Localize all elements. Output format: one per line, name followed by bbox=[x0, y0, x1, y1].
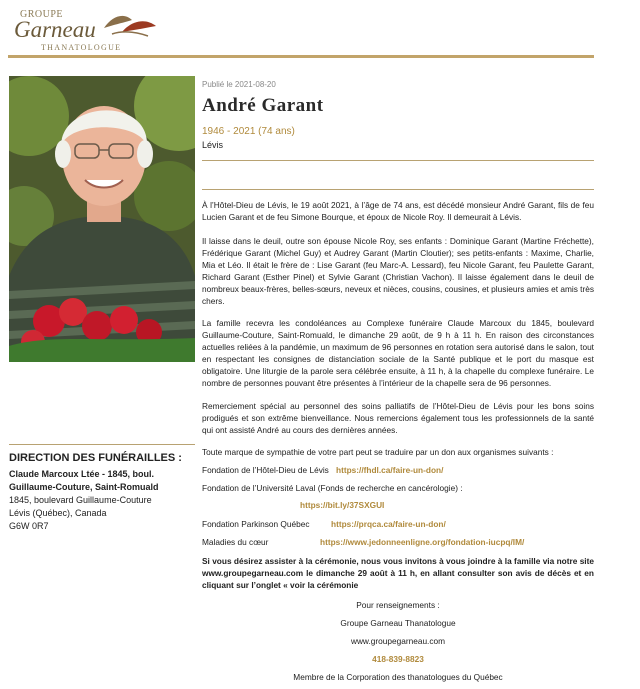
info-company: Groupe Garneau Thanatologue bbox=[340, 618, 456, 628]
funeral-home-city: Lévis (Québec), Canada bbox=[9, 508, 107, 518]
main-divider-top bbox=[202, 160, 594, 161]
logo-mark-icon bbox=[102, 10, 158, 40]
fund-link[interactable]: https://www.jedonneenligne.org/fondation-iucpq/IM/ bbox=[320, 537, 525, 547]
company-logo[interactable] bbox=[14, 6, 154, 50]
portrait-photo bbox=[9, 76, 195, 362]
fund-label: Fondation Parkinson Québec bbox=[202, 519, 310, 529]
funeral-home-name: Claude Marcoux Ltée - 1845, boul. Guillaume-Couture, Saint-Romuald bbox=[9, 469, 159, 492]
info-website[interactable]: www.groupegarneau.com bbox=[350, 636, 446, 646]
info-membership: Membre de la Corporation des thanatologues du Québec bbox=[293, 672, 503, 682]
published-date: Publié le 2021-08-20 bbox=[202, 80, 276, 89]
obituary-paragraph: Il laisse dans le deuil, outre son épouse Nicole Roy, ses enfants : Dominique Garant (Martine Fréchette), Frédérique Garant (Michel Guy) et Audrey Garant (Martin Cloutier); ses petits-enfants : Maxime, Charlie, Mia et Léo. Il était le frère de : Lise Garant (feu Marc-A. Lessard), feu Nicole Garant, feu Paulette Garant, Richard Garant (Esther Pinel) et Sylvie Garant (Christian Vachon). Il laisse également dans le deuil de nombreux beaux-frères, belles-sœurs, neveux et nièces, cousins, cousines, et plusieurs amies et amis très chers. bbox=[202, 236, 594, 306]
logo-name-text: Garneau bbox=[14, 17, 96, 42]
fund-link[interactable]: https://bit.ly/37SXGUI bbox=[300, 500, 385, 510]
main-divider-bottom bbox=[202, 189, 594, 190]
info-heading: Pour renseignements : bbox=[356, 600, 440, 610]
funeral-home-address: 1845, boulevard Guillaume-Couture bbox=[9, 495, 152, 505]
funeral-direction-title: DIRECTION DES FUNÉRAILLES : bbox=[9, 452, 182, 464]
logo-sub-text: THANATOLOGUE bbox=[41, 43, 122, 52]
info-phone[interactable]: 418-839-8823 bbox=[372, 654, 424, 664]
fund-label: Maladies du cœur bbox=[202, 537, 269, 547]
header-divider bbox=[8, 55, 594, 58]
fund-link[interactable]: https://prqca.ca/faire-un-don/ bbox=[331, 519, 446, 529]
fund-label: Fondation de l’Université Laval (Fonds de recherche en cancérologie) : bbox=[202, 483, 463, 493]
ceremony-note: Si vous désirez assister à la cérémonie, nous vous invitons à vous joindre à la famille via notre site www.groupegarneau.com le dimanche 29 août à 11 h, en allant consulter son avis de décès et en cliquant sur l’onglet « voir la cérémonie bbox=[202, 556, 594, 590]
sidebar-divider bbox=[9, 444, 195, 445]
obituary-paragraph: Toute marque de sympathie de votre part peut se traduire par un don aux organismes suivants : bbox=[202, 447, 554, 457]
life-years: 1946 - 2021 (74 ans) bbox=[202, 126, 295, 137]
obituary-paragraph: La famille recevra les condoléances au Complexe funéraire Claude Marcoux du 1845, boulevard Guillaume-Couture, Saint-Romuald, le dimanche 29 août, de 9 h à 11 h. En raison des circonstances actuelles reliées à la pandémie, un maximum de 96 personnes en rotation sera autorisé dans le salon, tout en respectant les consignes de distanciation sociale de la Santé publique et le port du masque est obligatoire. Une liturgie de la parole sera célébrée ensuite, à 11 h, à la chapelle du complexe funéraire. Le nombre de personnes pouvant être présentes à l’intérieur de la chapelle sera de 96 personnes. bbox=[202, 318, 594, 388]
residence-city: Lévis bbox=[202, 140, 224, 150]
obituary-paragraph: Remerciement spécial au personnel des soins palliatifs de l’Hôtel-Dieu de Lévis pour les bons soins prodigués et son extrême bienveillance. Nous remercions également tous les professionnels de la santé qui ont assisté André au cours des dernières années. bbox=[202, 401, 594, 435]
obituary-paragraph: À l’Hôtel-Dieu de Lévis, le 19 août 2021, à l’âge de 74 ans, est décédé monsieur André Garant, fils de feu Lucien Garant et de feu Simone Bourque, et époux de Nicole Roy. Il demeurait à Lévis. bbox=[202, 200, 594, 222]
logo-group-text: GROUPE bbox=[20, 9, 64, 20]
deceased-name: André Garant bbox=[202, 95, 324, 116]
funeral-home-postal: G6W 0R7 bbox=[9, 521, 49, 531]
fund-label: Fondation de l’Hôtel-Dieu de Lévis bbox=[202, 465, 329, 475]
fund-link[interactable]: https://fhdl.ca/faire-un-don/ bbox=[336, 465, 444, 475]
